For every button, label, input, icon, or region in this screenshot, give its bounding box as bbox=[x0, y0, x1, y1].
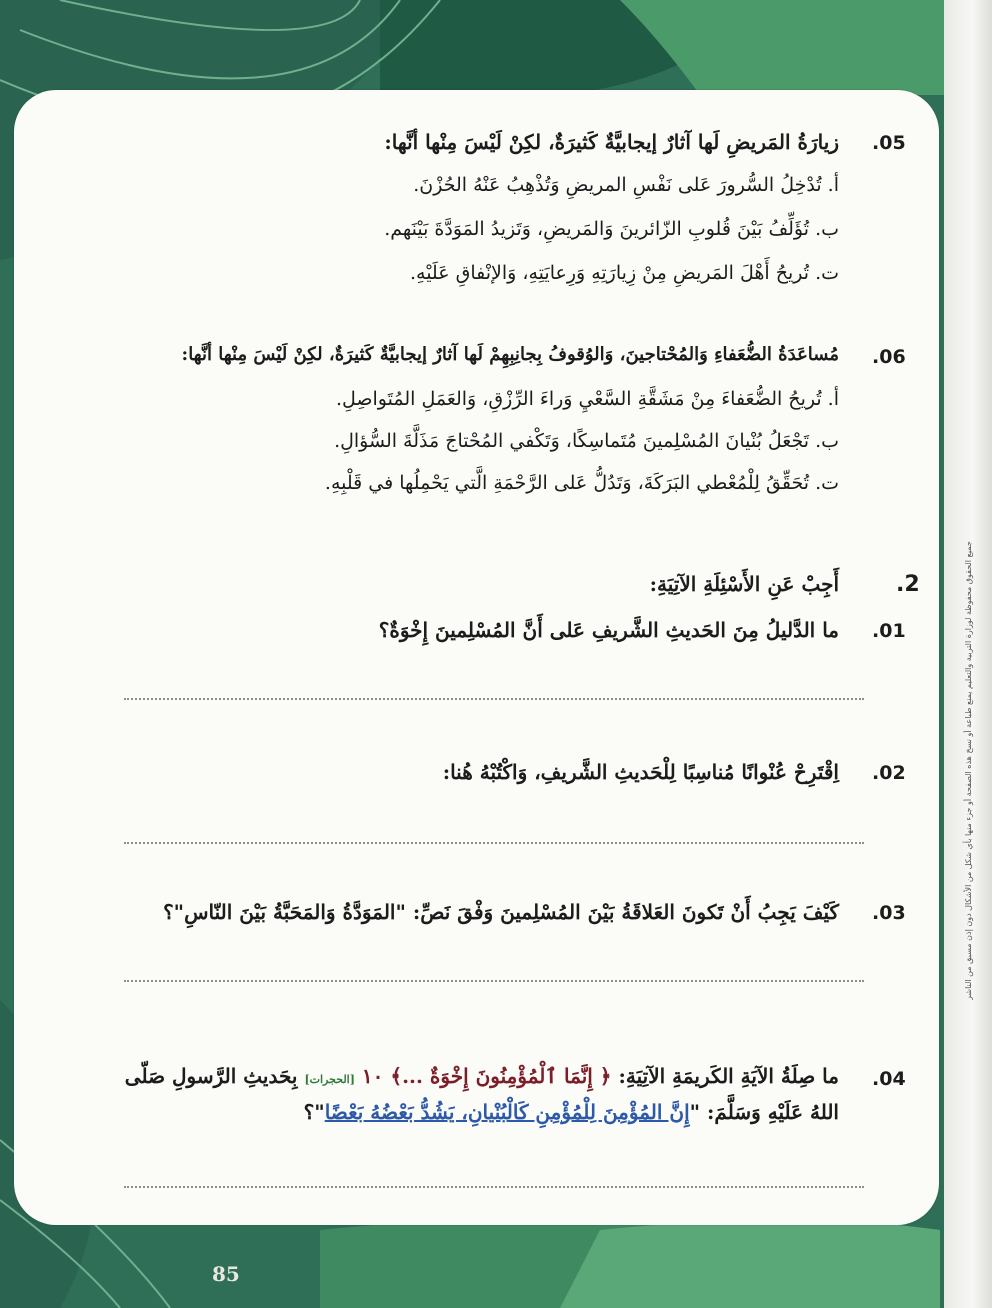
surah-name: [الحجرات] bbox=[304, 1073, 355, 1086]
worksheet-card bbox=[14, 90, 939, 1225]
q04-line2-prefix: اللهُ عَلَيْهِ وَسَلَّمَ: " bbox=[689, 1100, 839, 1124]
option-c[interactable]: ت. تُحَقِّقُ لِلْمُعْطي البَرَكَةَ، وَتَدُلُّ عَلى الرَّحْمَةِ الَّتي يَحْمِلُها في قَلْبِهِ. bbox=[324, 472, 839, 494]
question-number: .06 bbox=[872, 346, 906, 368]
answer-line[interactable] bbox=[124, 698, 864, 700]
copyright-note: جميع الحقوق محفوظة لوزارة التربية والتعليم يمنع طباعة أو نسخ هذه الصفحة أو جزء منها بأي شكل من الأشكال دون إذن مسبق من الناشر bbox=[964, 541, 973, 1000]
question-text: مُساعَدَةُ الضُّعَفاءِ وَالمُحْتاجينَ، وَالوُقوفُ بِجانِبِهِمْ لَها آثارٌ إيجابيَّةٌ كَثيرَةٌ، لكِنْ لَيْسَ مِنْها أنَّها: bbox=[181, 344, 839, 365]
hadith-text: إِنَّ المُؤْمِنَ لِلْمُؤْمِنِ كَالْبُنْيانِ، يَشُدُّ بَعْضُهُ بَعْضًا bbox=[324, 1100, 690, 1124]
answer-line[interactable] bbox=[124, 980, 864, 982]
answer-line[interactable] bbox=[124, 1186, 864, 1188]
question-number: .03 bbox=[872, 902, 906, 924]
question-number: .01 bbox=[872, 620, 906, 642]
q04-suffix: بِحَديثِ الرَّسولِ صَلّى bbox=[124, 1064, 298, 1088]
question-text-line2 bbox=[304, 1100, 839, 1124]
question-text: كَيْفَ يَجِبُ أَنْ تَكونَ العَلاقَةُ بَيْنَ المُسْلِمينَ وَفْقَ نَصِّ: "المَوَدَّةُ وَالمَحَبَّةُ بَيْنَ النّاسِ"؟ bbox=[163, 900, 839, 924]
question-number: .02 bbox=[872, 762, 906, 784]
question-text-line1 bbox=[125, 1064, 839, 1088]
section-title: أَجِبْ عَنِ الأَسْئِلَةِ الآتِيَةِ: bbox=[649, 572, 839, 596]
q04-line2-suffix: "؟ bbox=[303, 1100, 325, 1124]
answer-line[interactable] bbox=[124, 842, 864, 844]
quran-verse: ﴿ إِنَّمَا ٱلْمُؤْمِنُونَ إِخْوَةٌ ...﴾ bbox=[390, 1064, 612, 1088]
question-text: اِقْتَرِحْ عُنْوانًا مُناسِبًا لِلْحَديثِ الشَّريفِ، وَاكْتُبْهُ هُنا: bbox=[442, 760, 839, 784]
ayah-number: ١٠ bbox=[361, 1064, 384, 1088]
question-number: .04 bbox=[872, 1068, 906, 1090]
option-b[interactable]: ب. تَجْعَلُ بُنْيانَ المُسْلِمينَ مُتَماسِكًا، وَتَكْفي المُحْتاجَ مَذَلَّةَ السُّؤالِ. bbox=[334, 430, 839, 452]
q04-prefix: ما صِلَةُ الآيَةِ الكَريمَةِ الآتِيَةِ: bbox=[618, 1064, 839, 1088]
option-c[interactable]: ت. تُريحُ أَهْلَ المَريضِ مِنْ زِيارَتِهِ وَرِعايَتِهِ، وَالإنْفاقِ عَلَيْهِ. bbox=[409, 262, 839, 284]
option-b[interactable]: ب. تُؤَلِّفُ بَيْنَ قُلوبِ الزّائرينَ وَالمَريضِ، وَتَزيدُ المَوَدَّةَ بَيْنَهم. bbox=[384, 218, 839, 240]
question-number: .05 bbox=[872, 132, 906, 154]
question-text: ما الدَّليلُ مِنَ الحَديثِ الشَّريفِ عَلى أَنَّ المُسْلِمينَ إِخْوَةٌ؟ bbox=[378, 618, 839, 642]
section-number: .2 bbox=[896, 572, 920, 597]
option-a[interactable]: أ. تُدْخِلُ السُّرورَ عَلى نَفْسِ المريضِ وَتُذْهِبُ عَنْهُ الحُزْنَ. bbox=[413, 174, 839, 196]
option-a[interactable]: أ. تُريحُ الضُّعَفاءَ مِنْ مَشَقَّةِ السَّعْيِ وَراءَ الرِّزْقِ، وَالعَمَلِ المُتَواصِلِ. bbox=[335, 388, 839, 410]
question-text: زيارَةُ المَريضِ لَها آثارٌ إيجابيَّةٌ كَثيرَةٌ، لكِنْ لَيْسَ مِنْها أنَّها: bbox=[384, 130, 839, 154]
page-number: 85 bbox=[212, 1262, 240, 1286]
